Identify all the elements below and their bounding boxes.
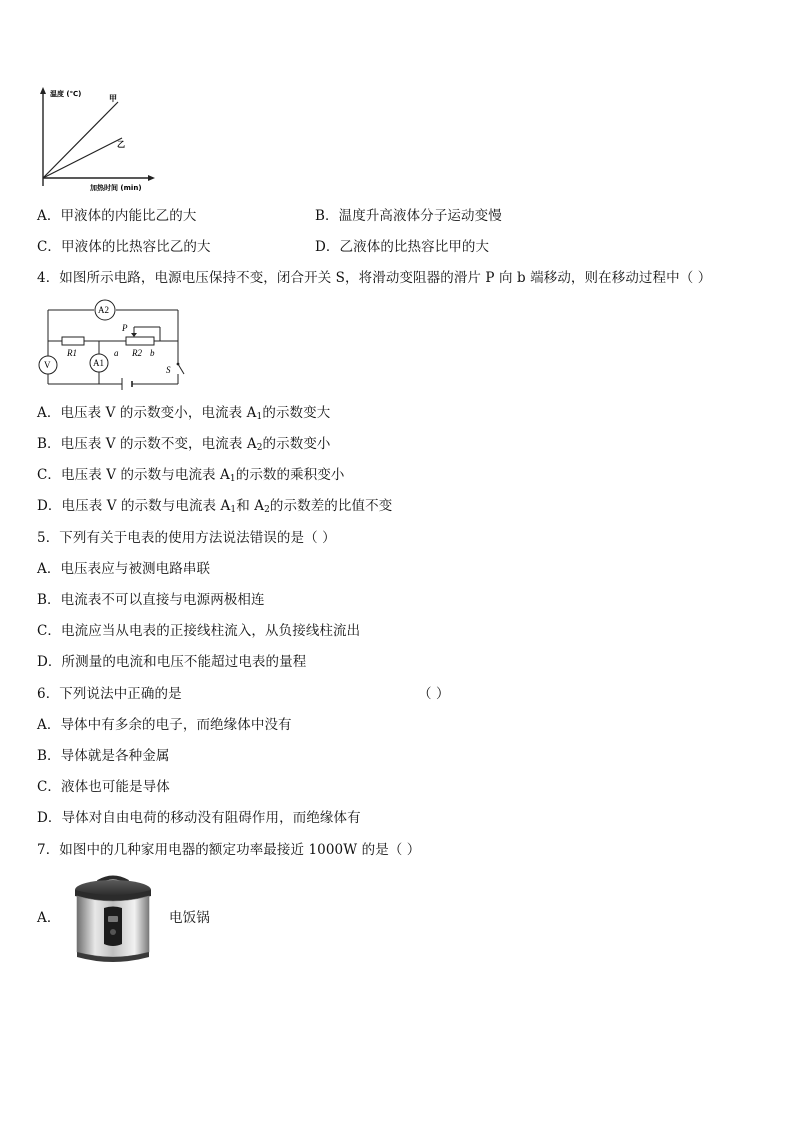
q6-option-d: D．导体对自由电荷的移动没有阻碍作用，而绝缘体有 bbox=[37, 810, 361, 826]
line-yi-label: 乙 bbox=[117, 140, 125, 149]
y-axis-label: 温度 (℃) bbox=[50, 90, 82, 98]
p-label: P bbox=[122, 323, 128, 333]
q5-option-a: A．电压表应与被测电路串联 bbox=[37, 561, 211, 577]
q7-option-a-label: 电饭锅 bbox=[169, 910, 210, 926]
r1-resistor bbox=[62, 337, 84, 345]
q3-option-a: A．甲液体的内能比乙的大 bbox=[37, 208, 197, 224]
s-label: S bbox=[166, 365, 171, 375]
r2-label: R2 bbox=[132, 348, 142, 358]
line-jia bbox=[43, 102, 118, 178]
q6-option-a: A．导体中有多余的电子，而绝缘体中没有 bbox=[37, 717, 292, 733]
line-jia-label: 甲 bbox=[109, 94, 117, 103]
y-axis-arrow bbox=[40, 87, 46, 94]
v-label: V bbox=[44, 360, 51, 370]
q3-option-b: B．温度升高液体分子运动变慢 bbox=[315, 208, 502, 224]
q4-option-a: A．电压表 V 的示数变小，电流表 $A_1$的示数变大 bbox=[37, 405, 331, 422]
q6-stem: 6．下列说法中正确的是 bbox=[37, 686, 182, 702]
x-axis-label: 加热时间 (min) bbox=[90, 184, 142, 192]
q3-option-c: C．甲液体的比热容比乙的大 bbox=[37, 239, 211, 255]
q6-answer-paren: （ ） bbox=[418, 686, 450, 702]
a1-label: A1 bbox=[93, 358, 104, 368]
q4-stem: 4．如图所示电路，电源电压保持不变，闭合开关 S，将滑动变阻器的滑片 P 向 b 端移动，则在移动过程中（ ） bbox=[37, 270, 712, 286]
temperature-time-graph bbox=[30, 86, 160, 192]
r1-label: R1 bbox=[67, 348, 77, 358]
q7-option-a-letter: A． bbox=[37, 910, 61, 926]
q3-option-d: D．乙液体的比热容比甲的大 bbox=[315, 239, 490, 255]
circuit-diagram bbox=[36, 298, 196, 396]
r2-rheostat bbox=[126, 337, 154, 345]
q5-option-c: C．电流应当从电表的正接线柱流入，从负接线柱流出 bbox=[37, 623, 361, 639]
q4-option-d: D．电压表 V 的示数与电流表 $A_1$和 $A_2$的示数差的比值不变 bbox=[37, 498, 393, 515]
q7-stem: 7．如图中的几种家用电器的额定功率最接近 1000W 的是（ ） bbox=[37, 842, 421, 858]
a-label: a bbox=[114, 348, 119, 358]
a2-label: A2 bbox=[98, 305, 109, 315]
q4-option-b: B．电压表 V 的示数不变，电流表 $A_2$的示数变小 bbox=[37, 436, 331, 453]
q5-option-b: B．电流表不可以直接与电源两极相连 bbox=[37, 592, 265, 608]
q6-option-c: C．液体也可能是导体 bbox=[37, 779, 170, 795]
rice-cooker-image bbox=[68, 874, 158, 966]
b-label: b bbox=[150, 348, 155, 358]
slider-arrow bbox=[131, 333, 137, 337]
q5-stem: 5．下列有关于电表的使用方法说法错误的是（ ） bbox=[37, 530, 336, 546]
x-axis-arrow bbox=[148, 175, 155, 181]
line-yi bbox=[43, 138, 122, 178]
q6-option-b: B．导体就是各种金属 bbox=[37, 748, 170, 764]
q4-option-c: C．电压表 V 的示数与电流表 $A_1$的示数的乘积变小 bbox=[37, 467, 345, 484]
q5-option-d: D．所测量的电流和电压不能超过电表的量程 bbox=[37, 654, 307, 670]
switch-contact bbox=[177, 363, 180, 366]
